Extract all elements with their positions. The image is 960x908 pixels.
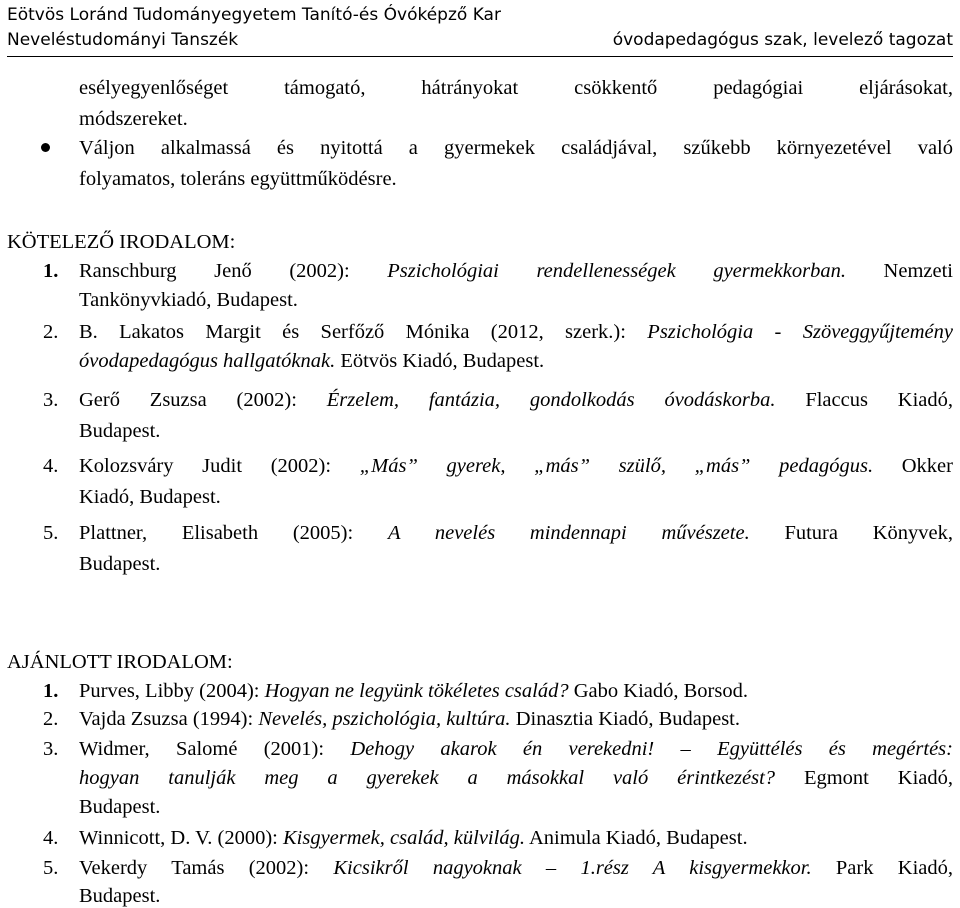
required-item-5-line-2: Budapest. [79,553,161,575]
recommended-item-4: Winnicott, D. V. (2000): Kisgyermek, család, külvilág. Animula Kiadó, Budapest. [79,827,748,849]
recommended-item-3-line-2: hogyan tanulják meg a gyerekek a másokkal való érintkezést? Egmont Kiadó, [79,767,953,789]
required-heading: KÖTELEZŐ IRODALOM: [7,231,236,253]
recommended-num-4: 4. [43,827,59,849]
required-item-5-line-1: Plattner, Elisabeth (2005): A nevelés mindennapi művészete. Futura Könyvek, [79,522,953,544]
bullet-line-2: folyamatos, toleráns együttműködésre. [79,168,397,190]
required-item-2-line-1: B. Lakatos Margit és Serfőző Mónika (2012, szerk.): Pszichológia - Szöveggyűjtemény [79,321,953,343]
required-item-3-line-2: Budapest. [79,420,161,442]
required-item-2-line-2: óvodapedagógus hallgatóknak. Eötvös Kiadó, Budapest. [79,350,545,372]
recommended-num-5: 5. [43,857,59,879]
intro-line-1: esélyegyenlőséget támogató, hátrányokat csökkentő pedagógiai eljárásokat, [79,77,953,99]
header-row [7,29,953,51]
recommended-num-2: 2. [43,708,59,730]
required-num-2: 2. [43,321,59,343]
bullet-icon [41,143,50,152]
required-item-4-line-2: Kiadó, Budapest. [79,486,221,508]
required-num-1: 1. [43,260,59,282]
required-item-3-line-1: Gerő Zsuzsa (2002): Érzelem, fantázia, gondolkodás óvodáskorba. Flaccus Kiadó, [79,389,953,411]
bullet-line-1: Váljon alkalmassá és nyitottá a gyermekek családjával, szűkebb környezetével való [79,137,953,159]
recommended-item-5-line-1: Vekerdy Tamás (2002): Kicsikről nagyoknak – 1.rész A kisgyermekkor. Park Kiadó, [79,857,953,879]
recommended-item-2: Vajda Zsuzsa (1994): Nevelés, pszichológia, kultúra. Dinasztia Kiadó, Budapest. [79,708,740,730]
recommended-item-3-line-3: Budapest. [79,796,161,818]
header-university: Eötvös Loránd Tudományegyetem Tanító-és Óvóképző Kar [7,5,501,25]
required-item-1-line-2: Tankönyvkiadó, Budapest. [79,289,298,311]
recommended-num-1: 1. [43,680,59,702]
intro-line-2: módszereket. [79,108,188,130]
recommended-item-5-line-2: Budapest. [79,885,161,907]
recommended-num-3: 3. [43,738,59,760]
recommended-item-3-line-1: Widmer, Salomé (2001): Dehogy akarok én verekedni! – Együttélés és megértés: [79,738,953,760]
recommended-item-1: Purves, Libby (2004): Hogyan ne legyünk tökéletes család? Gabo Kiadó, Borsod. [79,680,748,702]
required-item-4-line-1: Kolozsváry Judit (2002): „Más” gyerek, „más” szülő, „más” pedagógus. Okker [79,455,953,477]
required-num-4: 4. [43,455,59,477]
recommended-heading: AJÁNLOTT IRODALOM: [7,651,233,673]
header-rule [7,56,953,57]
header-program: óvodapedagógus szak, levelező tagozat [612,30,953,50]
header-department: Neveléstudományi Tanszék [7,30,239,50]
required-item-1-line-1: Ranschburg Jenő (2002): Pszichológiai rendellenességek gyermekkorban. Nemzeti [79,260,953,282]
required-num-5: 5. [43,522,59,544]
required-num-3: 3. [43,389,59,411]
